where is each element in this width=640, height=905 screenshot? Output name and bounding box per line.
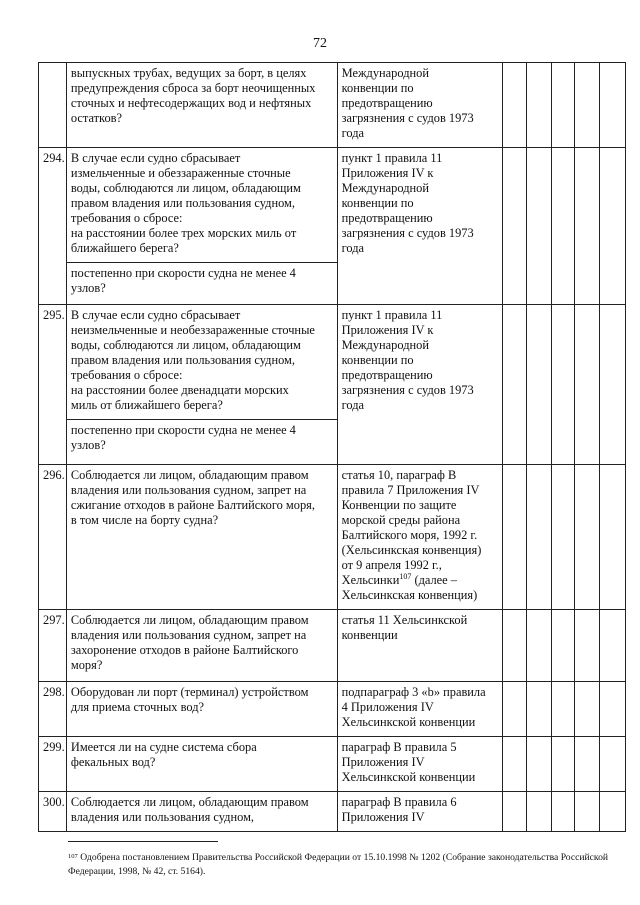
- sub-question-cell: постепенно при скорости судна не менее 4 узлов?: [66, 263, 337, 305]
- answer-cell: [575, 305, 600, 465]
- reference-text: (далее – Хельсинкская конвенция): [341, 573, 478, 602]
- reference-cell: пункт 1 правила 11 Приложения IV к Международной конвенции по предотвращению загрязнения с судов 1973 года: [337, 305, 502, 465]
- answer-cell: [526, 737, 551, 792]
- answer-cell: [526, 465, 551, 610]
- answer-cell: [526, 63, 551, 148]
- answer-cell: [502, 792, 526, 832]
- row-number: 297.: [39, 610, 67, 682]
- question-cell: Соблюдается ли лицом, обладающим правом владения или пользования судном,: [66, 792, 337, 832]
- sub-question-cell: постепенно при скорости судна не менее 4 узлов?: [66, 420, 337, 465]
- table-row: [39, 465, 626, 610]
- row-number: 300.: [39, 792, 67, 832]
- answer-cell: [551, 737, 575, 792]
- answer-cell: [600, 63, 626, 148]
- answer-cell: [502, 148, 526, 305]
- answer-cell: [502, 63, 526, 148]
- row-number: [39, 63, 67, 148]
- table-row: [39, 63, 626, 148]
- question-cell: В случае если судно сбрасывает измельченные и обеззараженные сточные воды, соблюдаются ли лицом, обладающим правом владения или пользования судном, требования о сбросе: на расстоянии более трех морских миль от ближайшего берега?: [66, 148, 337, 263]
- answer-cell: [575, 148, 600, 305]
- question-cell: Имеется ли на судне система сбора фекальных вод?: [66, 737, 337, 792]
- row-number: 296.: [39, 465, 67, 610]
- question-cell: Соблюдается ли лицом, обладающим правом владения или пользования судном, запрет на захоронение отходов в районе Балтийского моря?: [66, 610, 337, 682]
- page-number: 72: [313, 36, 327, 51]
- answer-cell: [575, 682, 600, 737]
- reference-cell: подпараграф 3 «b» правила 4 Приложения IV Хельсинкской конвенции: [337, 682, 502, 737]
- answer-cell: [551, 465, 575, 610]
- table-row: [39, 610, 626, 682]
- row-number: 294.: [39, 148, 67, 305]
- answer-cell: [526, 610, 551, 682]
- answer-cell: [575, 610, 600, 682]
- answer-cell: [600, 610, 626, 682]
- question-cell: Соблюдается ли лицом, обладающим правом владения или пользования судном, запрет на сжигание отходов в районе Балтийского моря, в том числе на борту судна?: [66, 465, 337, 610]
- answer-cell: [502, 610, 526, 682]
- answer-cell: [600, 792, 626, 832]
- reference-cell: пункт 1 правила 11 Приложения IV к Международной конвенции по предотвращению загрязнения с судов 1973 года: [337, 148, 502, 305]
- table-row: [39, 792, 626, 832]
- table-row: [39, 148, 626, 263]
- answer-cell: [526, 682, 551, 737]
- answer-cell: [526, 792, 551, 832]
- table-row: [39, 305, 626, 420]
- answer-cell: [600, 465, 626, 610]
- answer-cell: [551, 148, 575, 305]
- answer-cell: [575, 792, 600, 832]
- answer-cell: [551, 682, 575, 737]
- answer-cell: [575, 737, 600, 792]
- answer-cell: [502, 305, 526, 465]
- answer-cell: [600, 737, 626, 792]
- reference-text: статья 10, параграф В правила 7 Приложения IV Конвенции по защите морской среды района Балтийского моря, 1992 г. (Хельсинкская конвенция) от 9 апреля 1992 г., Хельсинки: [341, 468, 482, 587]
- answer-cell: [551, 63, 575, 148]
- footnote-number: 107: [68, 853, 78, 860]
- reference-cell: параграф В правила 5 Приложения IV Хельсинкской конвенции: [337, 737, 502, 792]
- row-number: 298.: [39, 682, 67, 737]
- footnote-marker: 107: [399, 571, 412, 581]
- answer-cell: [551, 305, 575, 465]
- answer-cell: [502, 465, 526, 610]
- footnote-divider: [68, 841, 218, 842]
- answer-cell: [502, 682, 526, 737]
- answer-cell: [600, 682, 626, 737]
- answer-cell: [600, 148, 626, 305]
- footnote: [68, 851, 608, 879]
- question-cell: Оборудован ли порт (терминал) устройством для приема сточных вод?: [66, 682, 337, 737]
- footnote-text: Одобрена постановлением Правительства Российской Федерации от 15.10.1998 № 1202 (Собрание законодательства Российской Федерации, 1998, № 42, ст. 5164).: [68, 852, 608, 877]
- question-cell: В случае если судно сбрасывает неизмельченные и необеззараженные сточные воды, соблюдаются ли лицом, обладающим правом владения или пользования судном, требования о сбросе: на расстоянии более двенадцати морских миль от ближайшего берега?: [66, 305, 337, 420]
- answer-cell: [575, 465, 600, 610]
- reference-cell: [337, 465, 502, 610]
- row-number: 295.: [39, 305, 67, 465]
- checklist-table: [38, 62, 626, 832]
- answer-cell: [526, 148, 551, 305]
- answer-cell: [502, 737, 526, 792]
- answer-cell: [551, 610, 575, 682]
- reference-cell: параграф В правила 6 Приложения IV: [337, 792, 502, 832]
- answer-cell: [551, 792, 575, 832]
- question-cell: выпускных трубах, ведущих за борт, в целях предупреждения сброса за борт неочищенных сточных и нефтесодержащих вод и нефтяных остатков?: [66, 63, 337, 148]
- row-number: 299.: [39, 737, 67, 792]
- answer-cell: [575, 63, 600, 148]
- answer-cell: [600, 305, 626, 465]
- reference-cell: статья 11 Хельсинкской конвенции: [337, 610, 502, 682]
- table-row: [39, 737, 626, 792]
- reference-cell: Международной конвенции по предотвращению загрязнения с судов 1973 года: [337, 63, 502, 148]
- answer-cell: [526, 305, 551, 465]
- table-row: [39, 682, 626, 737]
